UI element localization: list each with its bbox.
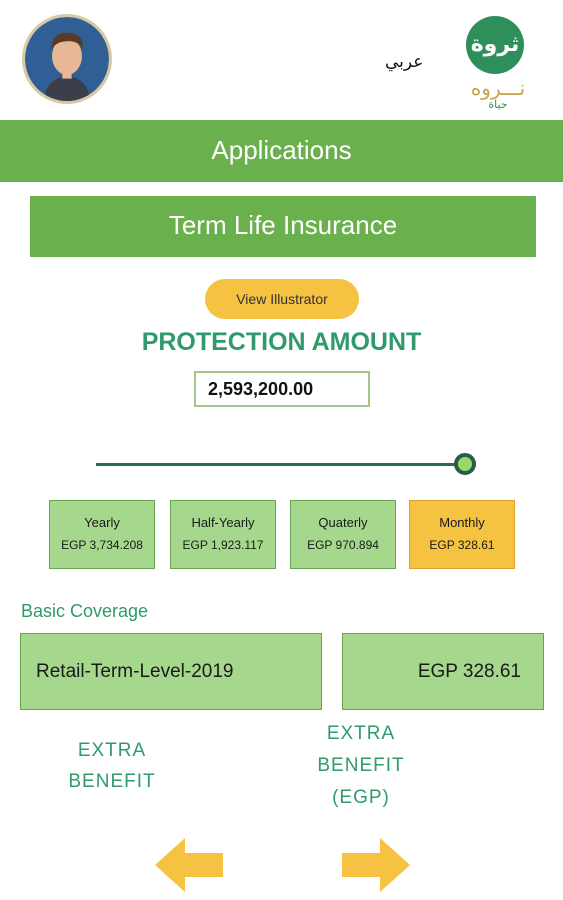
protection-slider-handle[interactable] [454, 453, 476, 475]
product-title: Term Life Insurance [30, 196, 536, 257]
extra-benefit-line: (EGP) [332, 787, 390, 808]
language-toggle[interactable]: عربي [385, 52, 424, 72]
extra-benefit-line: EXTRA [326, 723, 396, 744]
extra-benefit-egp-label [305, 718, 417, 814]
app-bar-title: Applications [0, 120, 563, 182]
basic-coverage-title: Basic Coverage [21, 601, 149, 621]
arrow-right-icon[interactable] [340, 838, 410, 892]
frequency-label: Quaterly [318, 515, 368, 530]
frequency-half-yearly[interactable] [170, 500, 276, 569]
brand-logo: ثروة [466, 16, 524, 74]
coverage-premium: EGP 328.61 [342, 633, 544, 710]
frequency-label: Half-Yearly [191, 515, 255, 530]
frequency-label: Yearly [84, 515, 120, 530]
frequency-label: Monthly [439, 515, 485, 530]
frequency-quarterly[interactable] [290, 500, 396, 569]
extra-benefit-line: EXTRA [77, 740, 147, 761]
protection-slider-track[interactable] [96, 463, 466, 466]
view-illustrator-button[interactable]: View Illustrator [205, 279, 359, 319]
extra-benefit-label [62, 735, 162, 797]
brand-name: نـــروه [470, 76, 526, 100]
extra-benefit-line: BENEFIT [68, 771, 156, 792]
coverage-plan-name: Retail-Term-Level-2019 [20, 633, 322, 710]
extra-benefit-line: BENEFIT [317, 755, 405, 776]
frequency-amount: EGP 3,734.208 [61, 538, 143, 552]
frequency-amount: EGP 328.61 [429, 538, 495, 552]
protection-amount-input[interactable] [194, 371, 370, 407]
protection-amount-title: PROTECTION AMOUNT [141, 328, 422, 356]
arrow-left-icon[interactable] [155, 838, 225, 892]
user-avatar[interactable] [22, 14, 112, 104]
avatar-image [25, 17, 109, 101]
frequency-yearly[interactable] [49, 500, 155, 569]
frequency-monthly[interactable] [409, 500, 515, 569]
brand-subtitle: حياة [488, 98, 508, 111]
frequency-amount: EGP 970.894 [307, 538, 379, 552]
frequency-amount: EGP 1,923.117 [182, 538, 264, 552]
